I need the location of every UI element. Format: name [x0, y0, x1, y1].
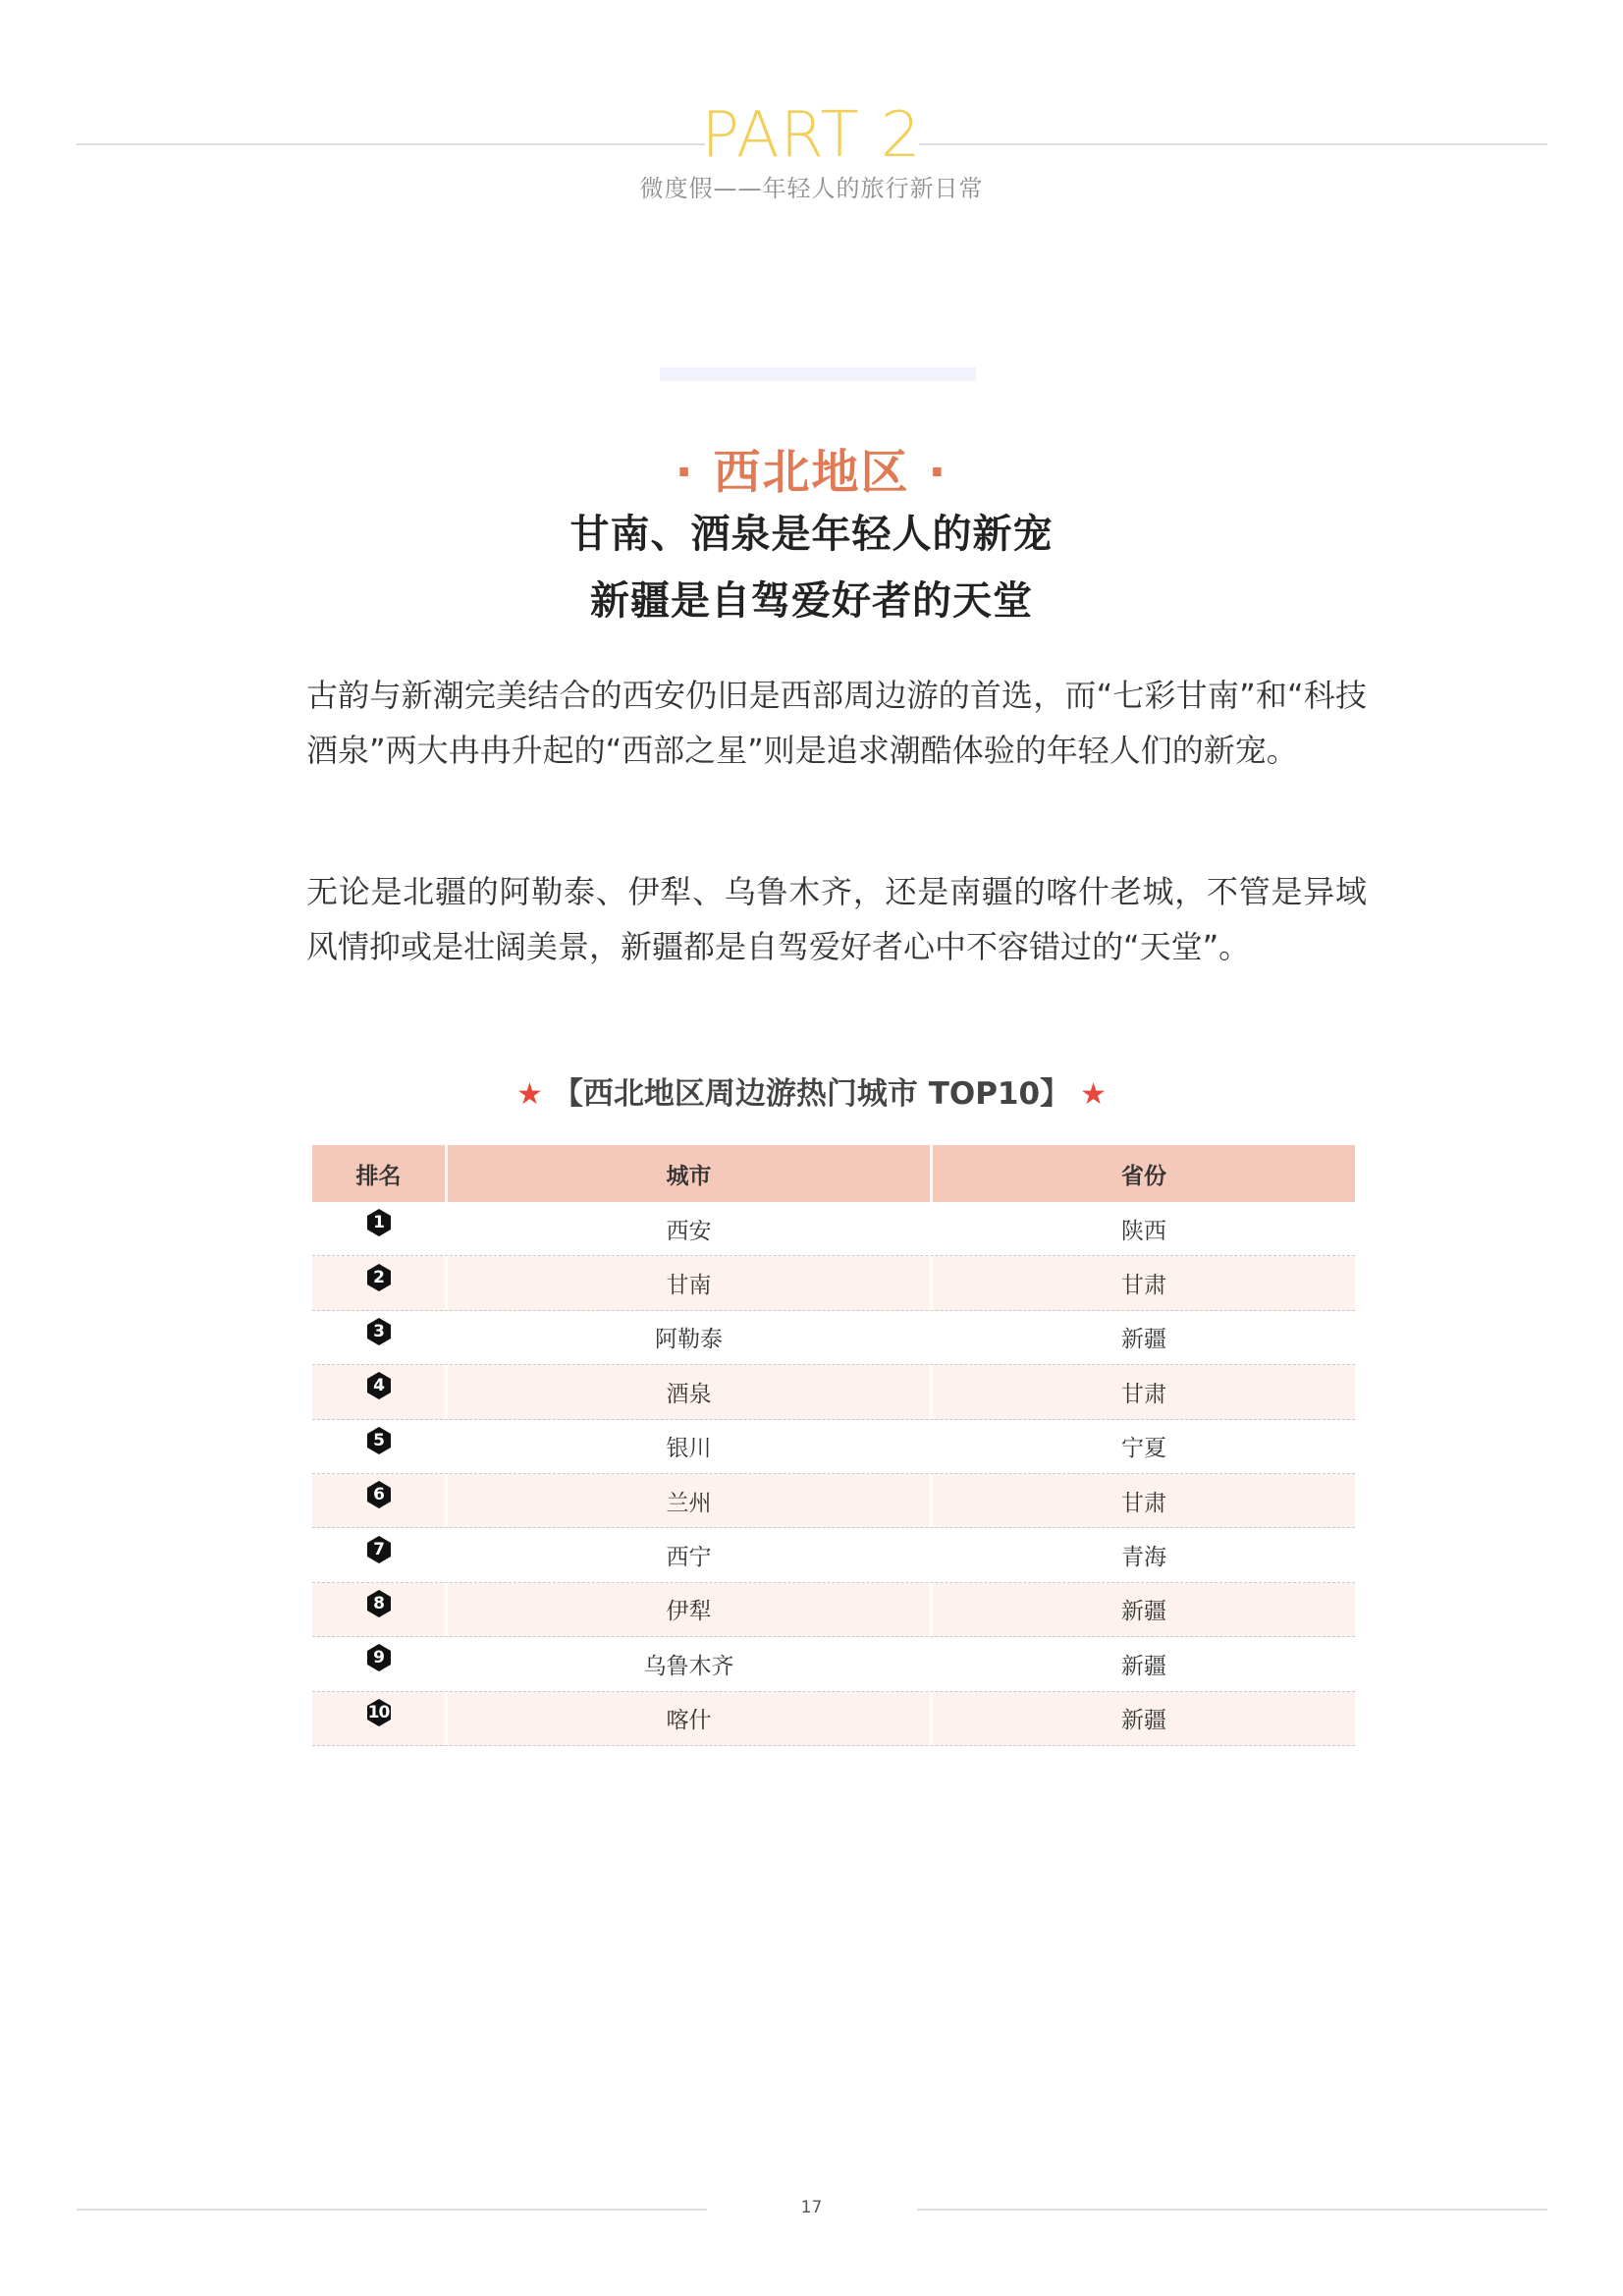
cell-city: 酒泉	[448, 1365, 933, 1418]
cell-city: 喀什	[448, 1692, 933, 1745]
table-row	[312, 1202, 1355, 1256]
table-header-row	[312, 1145, 1355, 1202]
cell-city: 伊犁	[448, 1583, 933, 1636]
footer-rule-left	[77, 2209, 707, 2211]
header-province: 省份	[1121, 1163, 1166, 1189]
cell-province: 新疆	[1121, 1653, 1166, 1679]
cell-province: 甘肃	[1121, 1490, 1166, 1516]
cell-city: 银川	[448, 1420, 933, 1473]
rank-badge-icon: 7	[365, 1536, 393, 1563]
rank-badge-icon: 3	[365, 1318, 393, 1345]
footer-rule-right	[917, 2209, 1547, 2211]
cell-province: 新疆	[1121, 1708, 1166, 1734]
table-row	[312, 1365, 1355, 1419]
table-row	[312, 1692, 1355, 1746]
rank-badge-icon: 9	[365, 1644, 393, 1671]
rank-badge-icon: 2	[365, 1264, 393, 1291]
headline-line-2: 新疆是自驾爱好者的天堂	[590, 578, 1033, 624]
cell-province: 宁夏	[1121, 1436, 1166, 1462]
cell-province: 青海	[1121, 1545, 1166, 1571]
cell-city: 阿勒泰	[448, 1311, 933, 1364]
table-row	[312, 1528, 1355, 1582]
cell-city: 兰州	[448, 1474, 933, 1527]
rank-badge-icon: 8	[365, 1590, 393, 1617]
table-row	[312, 1637, 1355, 1691]
table-row	[312, 1311, 1355, 1365]
part-label: PART 2	[701, 99, 922, 172]
rank-badge-icon: 4	[365, 1372, 393, 1399]
cell-province: 陕西	[1121, 1218, 1166, 1244]
cell-city: 乌鲁木齐	[448, 1637, 933, 1690]
star-icon-left: ★	[516, 1077, 543, 1112]
cell-city: 西安	[448, 1202, 933, 1255]
cell-province: 甘肃	[1121, 1273, 1166, 1299]
table-row	[312, 1583, 1355, 1637]
table-title	[0, 1068, 1623, 1113]
cell-province: 新疆	[1121, 1327, 1166, 1353]
header-rule-left	[77, 143, 705, 145]
rank-badge-icon: 6	[365, 1481, 393, 1508]
rank-badge-icon: 5	[365, 1427, 393, 1454]
cell-city: 西宁	[448, 1528, 933, 1581]
rank-badge-icon: 1	[365, 1209, 393, 1236]
table-row	[312, 1420, 1355, 1474]
headline-line-1: 甘南、酒泉是年轻人的新宠	[569, 512, 1054, 557]
table-row	[312, 1474, 1355, 1528]
header-city: 城市	[448, 1145, 933, 1202]
ranking-table	[312, 1145, 1355, 1746]
header-rank: 排名	[312, 1145, 448, 1202]
table-row	[312, 1256, 1355, 1310]
cell-province: 甘肃	[1121, 1381, 1166, 1407]
cell-province: 新疆	[1121, 1599, 1166, 1625]
table-title-text: 【西北地区周边游热门城市 TOP10】	[552, 1076, 1071, 1112]
header-rule-right	[919, 143, 1547, 145]
part-subtitle: 微度假——年轻人的旅行新日常	[639, 175, 984, 202]
cell-city: 甘南	[448, 1256, 933, 1309]
paragraph-1: 古韵与新潮完美结合的西安仍旧是西部周边游的首选，而“七彩甘南”和“科技酒泉”两大冉冉升起的“西部之星”则是追求潮酷体验的年轻人们的新宠。	[306, 677, 1367, 769]
star-icon-right: ★	[1080, 1077, 1107, 1112]
page-number: 17	[800, 2198, 823, 2217]
paragraph-2: 无论是北疆的阿勒泰、伊犁、乌鲁木齐，还是南疆的喀什老城，不管是异域风情抑或是壮阔美景，新疆都是自驾爱好者心中不容错过的“天堂”。	[306, 873, 1367, 965]
accent-bar	[660, 367, 976, 381]
rank-badge-icon: 10	[365, 1699, 393, 1726]
region-title: · 西北地区 ·	[675, 445, 948, 500]
